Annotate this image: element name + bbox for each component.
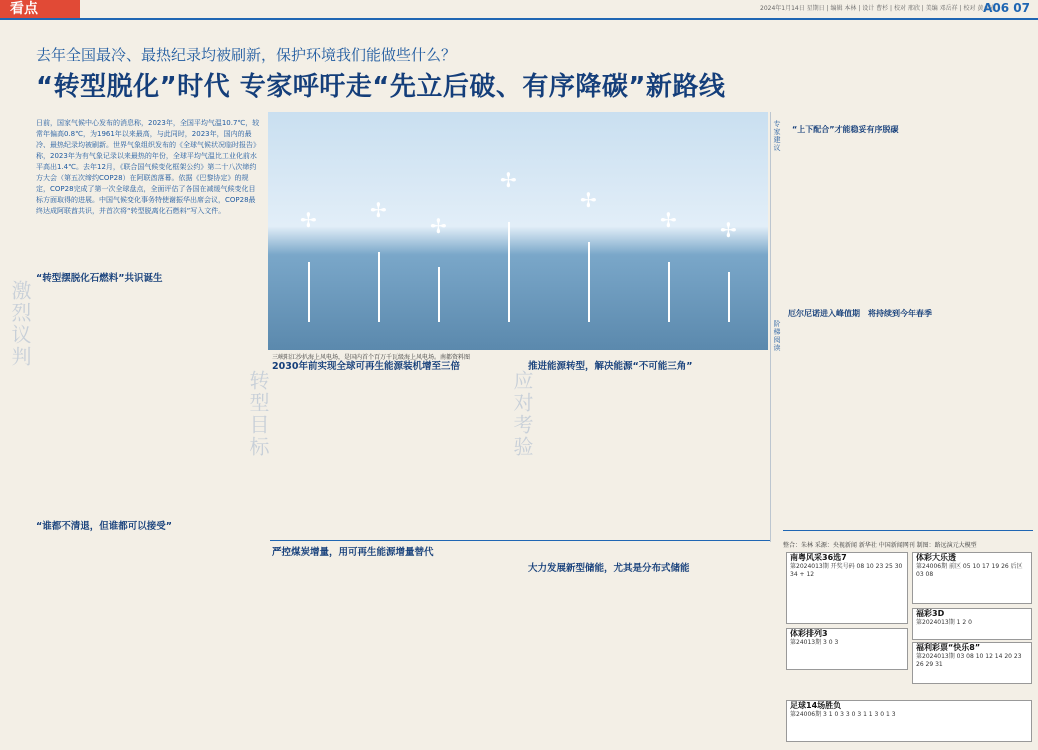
photo-caption: 三峡阳江沙扒海上风电场，是国内首个百万千瓦级海上风电场。南都资料图 [272, 354, 471, 361]
sidebar-label: 专家建议 [773, 120, 781, 152]
vertical-label-2: 转型目标 [246, 370, 270, 458]
lottery-title: 福彩3D [916, 609, 945, 618]
section-head-6: 大力发展新型储能，尤其是分布式储能 [528, 563, 690, 574]
lottery-box [786, 700, 1032, 742]
article-lead: 日前，国家气候中心发布的消息称，2023年，全国平均气温10.7℃，较常年偏高0.8℃，为1961年以来最高，与此同时，2023年，国内的最冷、最热纪录均被刷新。世界气象组织发布的《全球气候状况临时报告》称，2023年为有气象记录以来最热的年份，全球平均气温比工业化前水平高出1.4℃。去年12月，《联合国气候变化框架公约》第二十八次缔约方大会（第五次缔约COP28）在阿联酋落幕。依据《巴黎协定》的规定，COP28完成了第一次全球盘点，全面评估了各国在减缓气候变化目标方面取得的进展。中国气候变化事务特使谢振华出席会议，COP28最终达成阿联酋共识，并首次将“转型脱离化石燃料”写入文件。 [36, 119, 260, 215]
sidebar-head-1: “上下配合”才能稳妥有序脱碳 [792, 125, 899, 134]
body-column [36, 534, 136, 744]
body-column [140, 534, 240, 744]
section-head-3: 2030年前实现全球可再生能源装机增至三倍 [272, 361, 460, 372]
page-number: A06 07 [983, 1, 1030, 15]
lottery-title: 体彩大乐透 [916, 553, 956, 562]
lottery-line: 第24013期 3 0 3 [790, 639, 839, 646]
article-headline: “转型脱化”时代 专家呼吁走“先立后破、有序降碳”新路线 [36, 72, 726, 102]
section-tag: 看点 [0, 0, 80, 18]
sidebar-head-2: 厄尔尼诺进入峰值期 将持续到今年春季 [788, 309, 932, 318]
editor-line: 整合：朱林 采源：央视新闻 新华社 中国新闻网刊 制图：路远演元大模型 [783, 542, 977, 549]
wind-farm-photo: ✢ ✢ ✢ ✢ ✢ ✢ ✢ [268, 112, 768, 350]
lottery-box [912, 552, 1032, 604]
section-divider [270, 540, 770, 541]
lottery-box [912, 608, 1032, 640]
vertical-label-1: 激烈议判 [8, 280, 32, 368]
lottery-box [912, 642, 1032, 684]
date-line: 2024年1月14日 星期日 | 编辑 本林 | 设计 曹杉 | 校对 邢欣 | 美编 邓岳祥 | 校对 黄永光 [760, 5, 996, 12]
body-column [140, 288, 240, 514]
section-head-4: 推进能源转型，解决能源“不可能三角” [528, 361, 693, 372]
lottery-line: 第24006期 3 1 0 3 3 0 3 1 1 3 0 1 3 [790, 711, 896, 718]
vertical-label-3: 应对考验 [510, 370, 534, 458]
lottery-box [786, 552, 908, 624]
article-subtitle: 去年全国最冷、最热纪录均被刷新，保护环境我们能做些什么？ [36, 46, 457, 64]
top-bar [0, 0, 1038, 20]
lottery-line: 第2024013期 03 08 10 12 14 20 23 26 29 31 [916, 653, 1022, 668]
section-head-1: “转型摆脱化石燃料”共识诞生 [36, 273, 163, 284]
lottery-title: 南粤风采36选7 [790, 553, 847, 562]
lottery-line: 第2024013期 1 2 0 [916, 619, 972, 626]
sidebar-divider [783, 530, 1033, 531]
body-column [36, 288, 136, 514]
section-head-5: 严控煤炭增量，用可再生能源增量替代 [272, 547, 434, 558]
lottery-line: 第2024013期 开奖号码 08 10 23 25 30 34 + 12 [790, 563, 903, 578]
lottery-box [786, 628, 908, 670]
lottery-title: 体彩排列3 [790, 629, 828, 638]
lottery-title: 足球14场胜负 [790, 701, 842, 710]
lottery-line: 第24006期 前区 05 10 17 19 26 后区 03 08 [916, 563, 1023, 578]
column-divider [770, 112, 771, 542]
sidebar-label-2: 阶梯阅读 [773, 320, 781, 352]
lottery-title: 福利彩票“快乐8” [916, 643, 981, 652]
section-head-2: “谁都不清退，但谁都可以接受” [36, 521, 172, 532]
